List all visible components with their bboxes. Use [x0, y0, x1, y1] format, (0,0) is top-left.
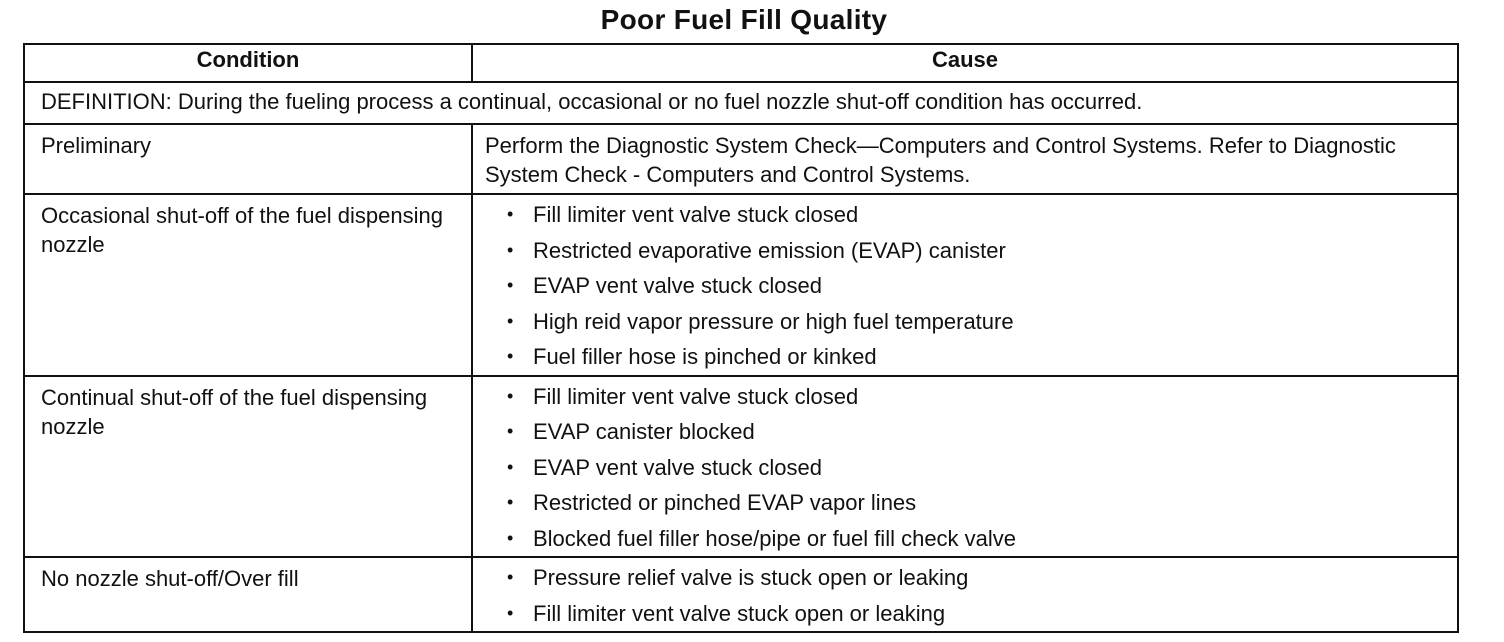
condition-cell: Occasional shut-off of the fuel dispensing nozzle: [24, 194, 472, 376]
definition-row: [24, 82, 1458, 124]
list-item: [507, 485, 1457, 521]
bullet-icon: •: [507, 275, 514, 295]
table-header-row: [24, 44, 1458, 82]
column-header-condition: Condition: [24, 44, 472, 82]
cause-text: Fill limiter vent valve stuck closed: [533, 383, 859, 409]
cause-list: [473, 195, 1457, 375]
bullet-icon: •: [507, 567, 514, 587]
cause-list: [473, 558, 1457, 631]
cause-cell: [472, 194, 1458, 376]
cause-text: Fill limiter vent valve stuck open or leaking: [533, 600, 946, 626]
condition-cell: No nozzle shut-off/Over fill: [24, 557, 472, 632]
page-title: Poor Fuel Fill Quality: [600, 4, 888, 35]
cause-text: EVAP canister blocked: [533, 419, 755, 444]
cause-text: Blocked fuel filler hose/pipe or fuel fill check valve: [533, 525, 1017, 551]
list-item: [507, 450, 1457, 486]
cause-text: Pressure relief valve is stuck open or leaking: [533, 565, 969, 590]
cause-cell: [472, 557, 1458, 632]
list-item: [507, 268, 1457, 304]
cause-cell: Perform the Diagnostic System Check—Computers and Control Systems. Refer to Diagnostic System Check - Computers and Control Systems.: [472, 124, 1458, 194]
bullet-icon: •: [507, 492, 514, 512]
list-item: [507, 560, 1457, 596]
bullet-icon: •: [507, 421, 514, 441]
list-item: [507, 521, 1457, 557]
column-header-cause: Cause: [472, 44, 1458, 82]
list-item: [507, 197, 1457, 233]
cause-text: Fuel filler hose is pinched or kinked: [533, 344, 877, 369]
bullet-icon: •: [507, 456, 514, 477]
bullet-icon: •: [507, 310, 514, 331]
table-row: [24, 194, 1458, 376]
table-row: [24, 557, 1458, 632]
diagnostic-table: [23, 43, 1459, 633]
definition-text: DEFINITION: During the fueling process a continual, occasional or no fuel nozzle shut-off condition has occurred.: [24, 82, 1458, 124]
bullet-icon: •: [507, 527, 514, 548]
list-item: [507, 304, 1457, 340]
list-item: [507, 233, 1457, 269]
condition-cell: Preliminary: [24, 124, 472, 194]
bullet-icon: •: [507, 602, 514, 623]
cause-list: [473, 377, 1457, 557]
cause-text: Fill limiter vent valve stuck closed: [533, 202, 859, 227]
cause-text: High reid vapor pressure or high fuel temperature: [533, 308, 1014, 334]
cause-text: EVAP vent valve stuck closed: [533, 273, 822, 298]
bullet-icon: •: [507, 204, 514, 224]
cause-text: EVAP vent valve stuck closed: [533, 454, 822, 480]
bullet-icon: •: [507, 385, 514, 406]
cause-text: Restricted or pinched EVAP vapor lines: [533, 490, 917, 515]
list-item: [507, 379, 1457, 415]
list-item: [507, 596, 1457, 632]
list-item: [507, 339, 1457, 375]
cause-cell: [472, 376, 1458, 558]
table-row: [24, 124, 1458, 194]
table-row: [24, 376, 1458, 558]
bullet-icon: •: [507, 239, 514, 260]
list-item: [507, 414, 1457, 450]
condition-cell: Continual shut-off of the fuel dispensing nozzle: [24, 376, 472, 558]
cause-text: Restricted evaporative emission (EVAP) canister: [533, 237, 1006, 263]
bullet-icon: •: [507, 346, 514, 366]
